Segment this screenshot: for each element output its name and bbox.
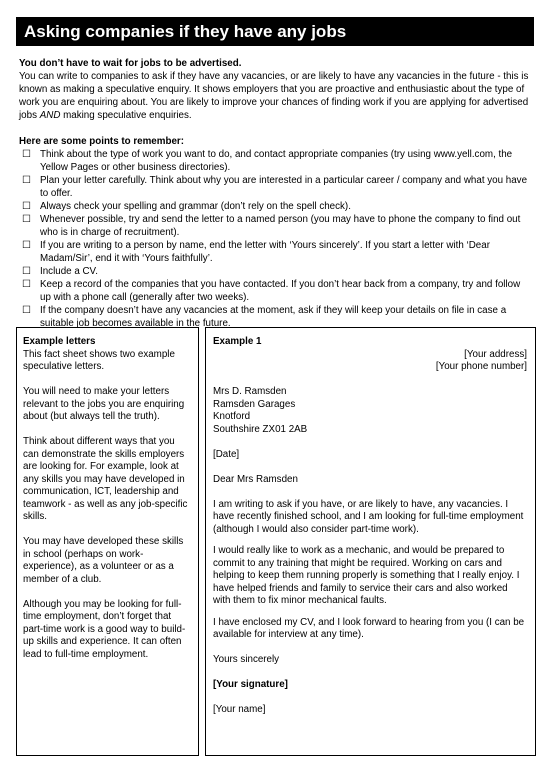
list-item-text: Always check your spelling and grammar (don’t rely on the spell check). (40, 201, 351, 212)
intro-section (19, 57, 532, 330)
list-item-text: If you are writing to a person by name, end the letter with ‘Yours sincerely’. If you start a letter with ‘Dear Madam/Sir’, end it with ‘Yours faithfully’. (40, 240, 490, 264)
list-item-text: Include a CV. (40, 266, 98, 277)
list-item (19, 174, 532, 200)
list-item-text: Keep a record of the companies that you have contacted. If you don’t hear back from a company, try and follow up with a phone call (generally after two weeks). (40, 279, 521, 303)
letter-date: [Date] (213, 448, 240, 460)
sidebar-paragraph: You may have developed these skills in school (perhaps on work-experience), as a volunteer or as a member of a club. (23, 536, 184, 585)
example-letters-sidebar (16, 327, 199, 756)
intro-body-text: You can write to companies to ask if they have any vacancies, or are likely to have any vacancies in the future - this is known as making a speculative enquiry. It shows employers that you are proactive and enthusiastic about the type of work you are enquiring about. You are likely to improve your chances of finding work if you are applying for advertised jobs (19, 71, 529, 121)
example-letter (205, 327, 536, 756)
example-heading: Example 1 (213, 336, 262, 347)
intro-body (19, 70, 532, 122)
sidebar-paragraph: You will need to make your letters relevant to the jobs you are enquiring about (but always tell the truth). (23, 386, 185, 422)
page-title: Asking companies if they have any jobs (16, 17, 534, 46)
letter-closing: Yours sincerely (213, 654, 280, 665)
intro-heading: You don’t have to wait for jobs to be advertised. (19, 58, 242, 69)
list-item (19, 200, 532, 213)
checkbox-icon: ☐ (22, 279, 31, 290)
checkbox-icon: ☐ (22, 214, 31, 225)
letter-paragraph: I have enclosed my CV, and I look forward to hearing from you (I can be available for interview at any time). (213, 616, 525, 640)
list-item-text: Think about the type of work you want to do, and contact appropriate companies (try using www.yell.com, the Yellow Pages or other business directories). (40, 149, 513, 173)
list-item (19, 213, 532, 239)
letter-salutation: Dear Mrs Ramsden (213, 473, 298, 485)
list-item-text: Whenever possible, try and send the letter to a named person (you may have to phone the company to find out who is in charge of recruitment). (40, 214, 521, 238)
sidebar-heading: Example letters (23, 336, 96, 347)
checkbox-icon: ☐ (22, 149, 31, 160)
sidebar-paragraph: This fact sheet shows two example speculative letters. (23, 348, 175, 372)
points-heading: Here are some points to remember: (19, 136, 184, 147)
letter-signature: [Your signature] (213, 679, 288, 690)
checkbox-icon: ☐ (22, 175, 31, 186)
checkbox-icon: ☐ (22, 266, 31, 277)
intro-body-emphasis: AND (39, 110, 61, 121)
recipient-line: Southshire ZX01 2AB (213, 423, 308, 435)
checkbox-icon: ☐ (22, 201, 31, 212)
list-item-text: If the company doesn’t have any vacancies at the moment, ask if they will keep your details on file in case a suitable job becomes available in the future. (40, 305, 507, 329)
recipient-line: Mrs D. Ramsden (213, 386, 287, 397)
list-item (19, 265, 532, 278)
sidebar-paragraph: Although you may be looking for full-time employment, don’t forget that part-time work is a good way to build-up skills and experience. It can often lead to full-time employment. (23, 598, 186, 660)
checkbox-icon: ☐ (22, 305, 31, 316)
example-section (16, 327, 536, 756)
letter-name: [Your name] (213, 704, 266, 715)
list-item (19, 148, 532, 174)
list-item (19, 278, 532, 304)
sidebar-paragraph: Think about different ways that you can demonstrate the skills employers are looking for. For example, look at any skills you may have developed in communication, ICT, leadership and teamwork - as well as any job-specific skills. (23, 436, 188, 522)
recipient-line: Ramsden Garages (213, 398, 296, 410)
list-item-text: Plan your letter carefully. Think about why you are interested in a particular career / company and what you have to offer. (40, 175, 528, 199)
letter-paragraph: I would really like to work as a mechanic, and would be prepared to commit to any training that might be required. Working on cars and helping to keep them running properly is something that I really enjoy. I have helped friends and family to service their cars and also worked with them to fix minor mechanical faults. (213, 545, 520, 606)
checkbox-icon: ☐ (22, 240, 31, 251)
points-list (19, 148, 532, 330)
sender-phone: [Your phone number] (435, 361, 527, 372)
intro-body-text-end: making speculative enquiries. (60, 110, 192, 121)
sender-address: [Your address] (464, 348, 527, 360)
list-item (19, 239, 532, 265)
letter-paragraph: I am writing to ask if you have, or are likely to have, any vacancies. I have recently finished school, and I am looking for full-time employment (although I would also consider part-time work). (213, 498, 524, 535)
recipient-line: Knotford (213, 411, 251, 422)
